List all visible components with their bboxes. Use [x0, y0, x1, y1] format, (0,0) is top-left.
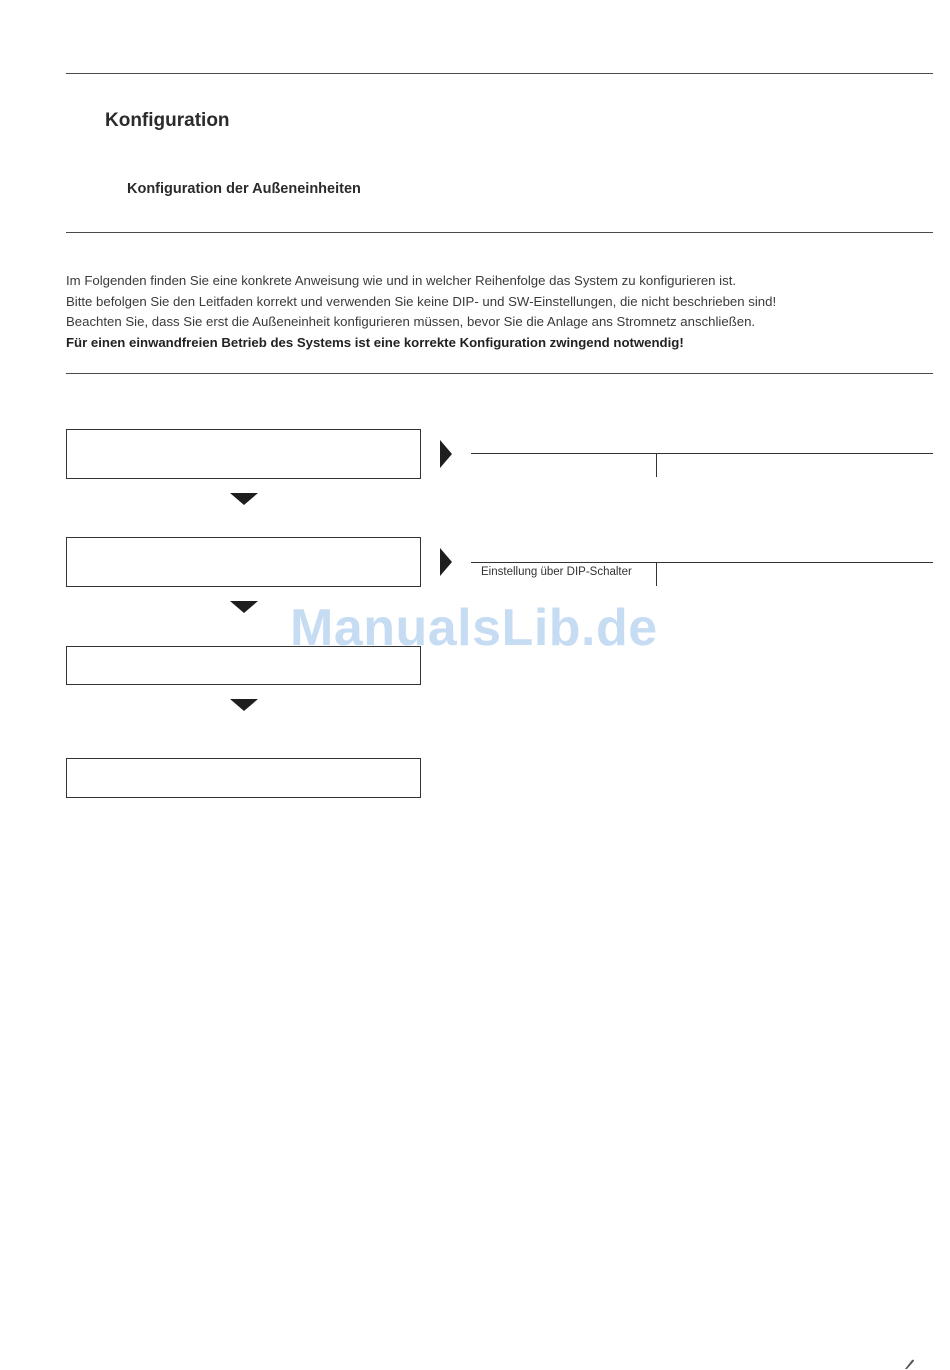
- triangle-down-icon: [230, 601, 258, 613]
- step-1-detail-line: [471, 453, 933, 454]
- flow-step-2-box: [66, 537, 421, 587]
- intro-line: Beachten Sie, dass Sie erst die Außeneinheit konfigurieren müssen, bevor Sie die Anlage ans Stromnetz anschließen.: [66, 314, 756, 329]
- intro-bottom-rule: [66, 373, 933, 374]
- pen-icon: [903, 1358, 915, 1370]
- flow-step-4-box: [66, 758, 421, 798]
- triangle-down-icon: [230, 699, 258, 711]
- step-2-detail-divider: [656, 563, 657, 586]
- flow-step-1-box: [66, 429, 421, 479]
- triangle-down-icon: [230, 493, 258, 505]
- intro-text: [66, 271, 936, 353]
- triangle-right-icon: [440, 440, 452, 468]
- top-rule: [66, 73, 933, 74]
- dip-switch-label: Einstellung über DIP-Schalter: [481, 566, 632, 578]
- intro-emphasis: Für einen einwandfreien Betrieb des Systems ist eine korrekte Konfiguration zwingend notwendig!: [66, 334, 684, 350]
- step-2-detail-line: [471, 562, 933, 563]
- intro-line: Im Folgenden finden Sie eine konkrete Anweisung wie und in welcher Reihenfolge das System zu konfigurieren ist.: [66, 273, 737, 288]
- intro-line: Bitte befolgen Sie den Leitfaden korrekt und verwenden Sie keine DIP- und SW-Einstellungen, die nicht beschrieben sind!: [66, 293, 777, 309]
- section-subtitle: Konfiguration der Außeneinheiten: [127, 181, 361, 197]
- page-title: Konfiguration: [105, 110, 230, 131]
- step-1-detail-divider: [656, 454, 657, 477]
- watermark: ManualsLib.de: [290, 599, 658, 657]
- header-bottom-rule: [66, 232, 933, 233]
- triangle-right-icon: [440, 548, 452, 576]
